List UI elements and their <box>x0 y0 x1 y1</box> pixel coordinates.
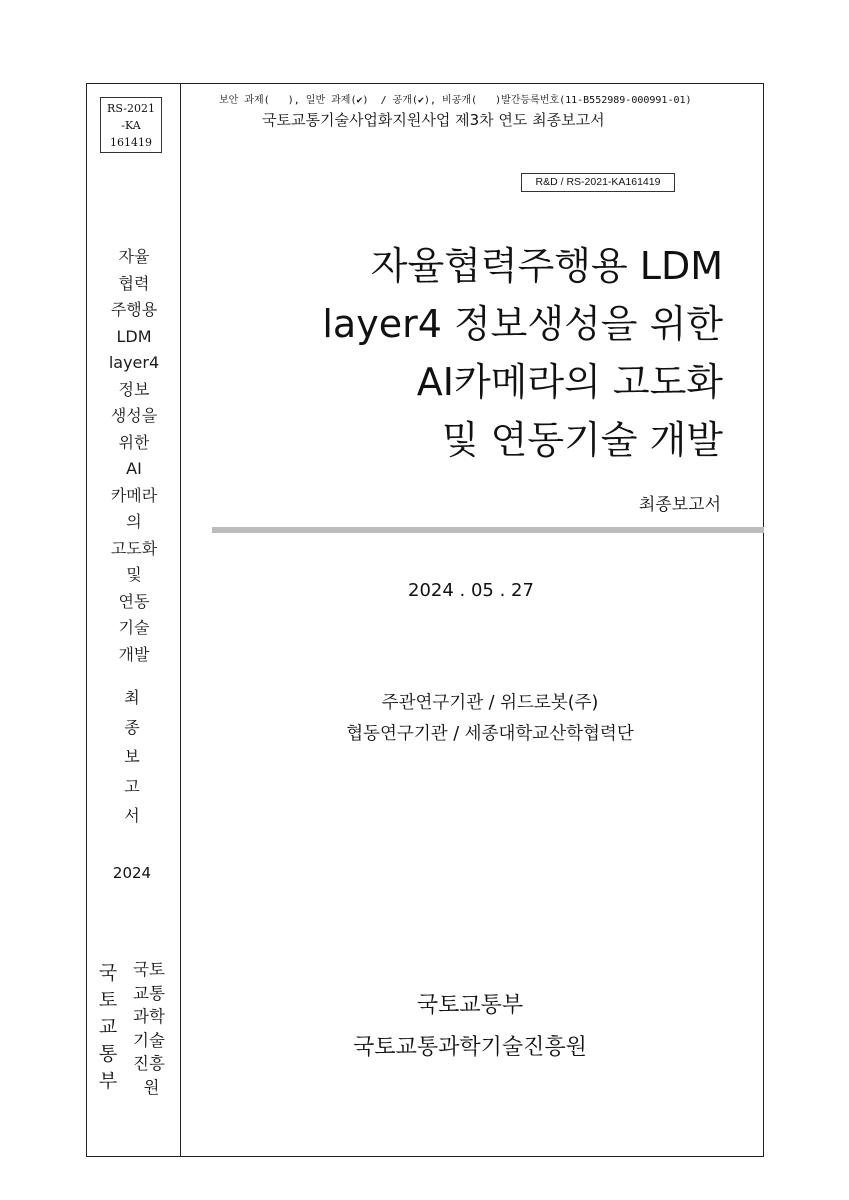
spine-ministry-char: 국 <box>98 962 118 984</box>
security-disclosure-line: 보안 과제( ), 일반 과제(✔) / 공개(✔), 비공개( )발간등록번호(11-B552989-000991-01) <box>219 95 692 106</box>
spine-report-char: 보 <box>124 747 140 766</box>
spine-ministry-char: 교 <box>98 1016 118 1038</box>
agency-name: 국토교통과학기술진흥원 <box>353 1035 587 1060</box>
spine-title-line: AI <box>126 459 142 478</box>
spine-report-char: 서 <box>124 806 140 825</box>
spine-ministry-char: 토 <box>98 989 118 1011</box>
spine-ministry-char: 통 <box>98 1043 118 1065</box>
spine-title-line: 및 <box>126 565 142 584</box>
spine-title-line: 정보 <box>118 379 150 399</box>
spine-agency-line: 원 <box>133 1077 160 1097</box>
report-title-line: layer4 정보생성을 위한 <box>322 302 723 346</box>
spine-title-line: 생성을 <box>110 406 158 425</box>
lead-institution: 주관연구기관 / 위드로봇(주) <box>381 693 599 713</box>
spine-code-line: 161419 <box>110 136 152 149</box>
spine-report-label <box>112 683 152 831</box>
spine-title-line: 카메라 <box>110 485 158 505</box>
spine-title-line: 협력 <box>118 273 150 293</box>
spine-title-line: 자율 <box>118 247 150 266</box>
report-date: 2024 . 05 . 27 <box>408 580 534 601</box>
spine-title-line: 위한 <box>118 432 150 452</box>
program-name: 국토교통기술사업화지원사업 제3차 연도 최종보고서 <box>262 111 605 129</box>
spine-title-line: 고도화 <box>110 538 158 558</box>
spine-agency-line: 기술 <box>133 1030 165 1050</box>
report-title-line: 및 연동기술 개발 <box>441 418 723 462</box>
spine-agency-line: 교통 <box>133 983 165 1003</box>
spine-title-line: 개발 <box>118 644 150 664</box>
spine-title-line: 기술 <box>118 618 150 637</box>
report-title-line: AI카메라의 고도화 <box>416 360 723 404</box>
spine-code-line: RS-2021 <box>107 102 155 115</box>
spine-year: 2024 <box>112 864 152 882</box>
spine-report-char: 고 <box>124 776 140 796</box>
spine-title-line: 연동 <box>118 591 150 611</box>
collaborating-institution: 협동연구기관 / 세종대학교산학협력단 <box>346 724 634 744</box>
spine-agency-line: 국토 <box>133 960 165 979</box>
report-title-line: 자율협력주행용 LDM <box>370 244 723 288</box>
spine-title-line: LDM <box>116 326 152 346</box>
spine-divider <box>180 83 181 1157</box>
spine-agency <box>133 958 177 1099</box>
spine-report-char: 종 <box>124 717 140 737</box>
spine-title <box>92 244 176 668</box>
rd-number-box: R&D / RS-2021-KA161419 <box>521 173 675 192</box>
title-underline-bar <box>212 527 764 533</box>
spine-report-char: 최 <box>124 688 140 707</box>
report-subtitle: 최종보고서 <box>638 495 721 515</box>
spine-title-line: layer4 <box>108 353 160 372</box>
spine-agency-line: 진흥 <box>133 1054 165 1073</box>
ministry-name: 국토교통부 <box>416 993 524 1018</box>
spine-title-line: 주행용 <box>110 300 158 319</box>
report-title <box>322 237 723 469</box>
spine-agency-line: 과학 <box>133 1007 165 1026</box>
spine-title-line: 의 <box>126 512 142 531</box>
spine-ministry-char: 부 <box>98 1070 118 1092</box>
spine-ministry <box>95 960 121 1095</box>
spine-code-line: -KA <box>121 119 141 132</box>
spine-report-code <box>100 97 162 153</box>
